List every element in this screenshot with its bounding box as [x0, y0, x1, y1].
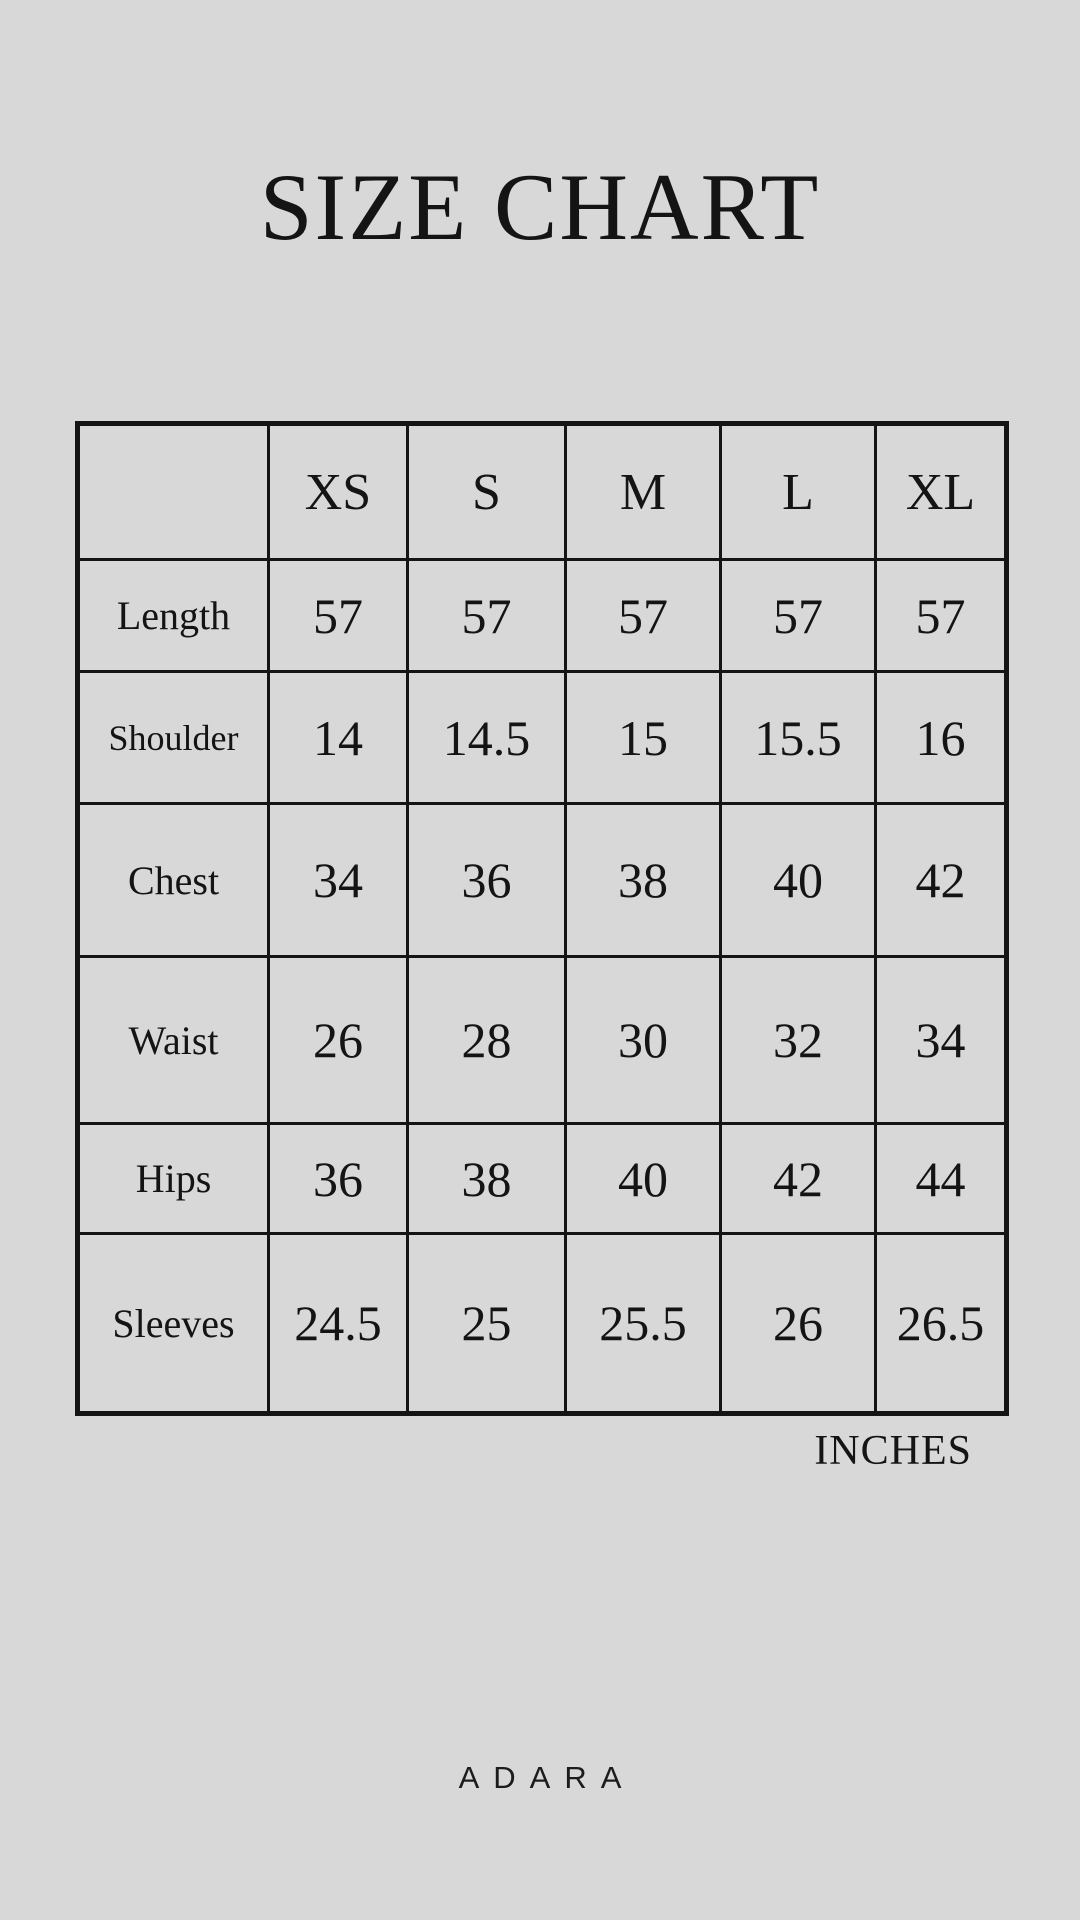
size-cell: 25.5 [566, 1234, 721, 1414]
table-row-length [78, 560, 1007, 672]
column-header-xl: XL [876, 424, 1007, 560]
table-row-chest [78, 804, 1007, 957]
corner-cell [78, 424, 269, 560]
size-chart-table [75, 421, 1009, 1416]
size-cell: 44 [876, 1124, 1007, 1234]
size-cell: 36 [408, 804, 566, 957]
size-cell: 15 [566, 672, 721, 804]
size-cell: 40 [566, 1124, 721, 1234]
size-cell: 57 [566, 560, 721, 672]
table-row-waist [78, 957, 1007, 1124]
row-label-chest: Chest [78, 804, 269, 957]
row-label-shoulder: Shoulder [78, 672, 269, 804]
column-header-s: S [408, 424, 566, 560]
page-title: SIZE CHART [259, 154, 821, 260]
brand-name: ADARA [458, 1760, 636, 1795]
size-cell: 34 [269, 804, 408, 957]
size-cell: 42 [876, 804, 1007, 957]
row-label-hips: Hips [78, 1124, 269, 1234]
size-cell: 28 [408, 957, 566, 1124]
size-cell: 24.5 [269, 1234, 408, 1414]
size-cell: 40 [721, 804, 876, 957]
size-cell: 36 [269, 1124, 408, 1234]
unit-label: INCHES [814, 1428, 972, 1474]
size-cell: 32 [721, 957, 876, 1124]
size-cell: 25 [408, 1234, 566, 1414]
size-cell: 14.5 [408, 672, 566, 804]
size-cell: 57 [721, 560, 876, 672]
size-cell: 26 [721, 1234, 876, 1414]
column-header-l: L [721, 424, 876, 560]
size-cell: 14 [269, 672, 408, 804]
size-cell: 57 [876, 560, 1007, 672]
size-cell: 38 [408, 1124, 566, 1234]
size-cell: 57 [408, 560, 566, 672]
size-cell: 26 [269, 957, 408, 1124]
size-cell: 38 [566, 804, 721, 957]
table-row-sleeves [78, 1234, 1007, 1414]
table-row-shoulder [78, 672, 1007, 804]
size-cell: 30 [566, 957, 721, 1124]
size-cell: 26.5 [876, 1234, 1007, 1414]
row-label-waist: Waist [78, 957, 269, 1124]
size-cell: 57 [269, 560, 408, 672]
size-cell: 34 [876, 957, 1007, 1124]
size-cell: 15.5 [721, 672, 876, 804]
column-header-xs: XS [269, 424, 408, 560]
table-row-hips [78, 1124, 1007, 1234]
size-cell: 16 [876, 672, 1007, 804]
row-label-sleeves: Sleeves [78, 1234, 269, 1414]
row-label-length: Length [78, 560, 269, 672]
column-header-m: M [566, 424, 721, 560]
table-header-row [78, 424, 1007, 560]
size-cell: 42 [721, 1124, 876, 1234]
